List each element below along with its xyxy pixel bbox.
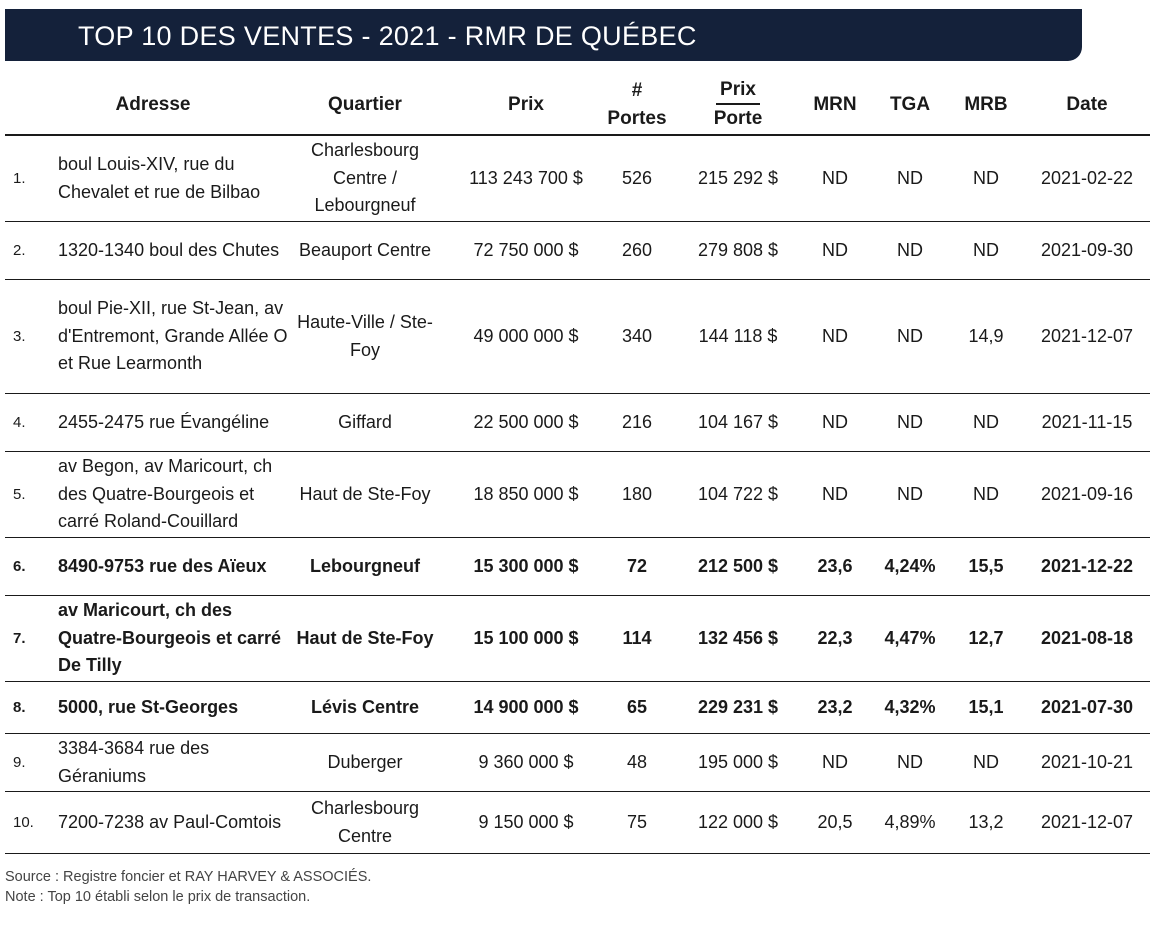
tga-cell-text: 4,24% xyxy=(884,555,936,576)
address-cell xyxy=(58,596,298,681)
date-cell xyxy=(1027,792,1147,853)
mrn-cell-text: 22,3 xyxy=(817,627,853,648)
prix-porte-cell-text: 104 167 $ xyxy=(697,411,779,432)
portes-cell-text: 340 xyxy=(621,325,653,346)
row-number-text: 3. xyxy=(13,327,26,345)
date-cell xyxy=(1027,222,1147,279)
prix-porte-cell xyxy=(673,734,803,791)
mrb-cell xyxy=(951,280,1021,393)
portes-cell-text: 75 xyxy=(626,811,648,832)
row-number xyxy=(5,394,50,451)
address-cell xyxy=(58,394,298,451)
quartier-cell-text: Charlesbourg Centre / Lebourgneuf xyxy=(310,140,420,216)
prix-porte-cell-text: 279 808 $ xyxy=(697,239,779,260)
mrb-cell-text: ND xyxy=(973,751,999,772)
address-cell-text: boul Louis-XIV, rue du Chevalet et rue de Bilbao xyxy=(58,154,261,202)
date-cell xyxy=(1027,136,1147,221)
header-portes xyxy=(607,75,667,134)
mrb-cell xyxy=(951,682,1021,733)
mrn-cell xyxy=(800,792,870,853)
mrb-cell-text: 12,7 xyxy=(968,627,1004,648)
quartier-cell-text: Haut de Ste-Foy xyxy=(296,627,434,648)
prix-porte-cell xyxy=(673,538,803,595)
date-cell xyxy=(1027,538,1147,595)
header-prix-porte-top: Prix xyxy=(716,77,760,105)
row-number xyxy=(5,136,50,221)
row-number xyxy=(5,538,50,595)
quartier-cell-text: Duberger xyxy=(327,751,403,772)
tga-cell-text: 4,89% xyxy=(884,811,936,832)
mrn-cell-text: ND xyxy=(822,483,848,504)
portes-cell xyxy=(607,452,667,537)
quartier-cell xyxy=(295,394,435,451)
mrb-cell xyxy=(951,452,1021,537)
header-prix: Prix xyxy=(508,93,544,115)
row-number-text: 4. xyxy=(13,413,26,431)
address-cell-text: av Begon, av Maricourt, ch des Quatre-Bourgeois et carré Roland-Couillard xyxy=(58,456,273,532)
address-cell xyxy=(58,222,298,279)
mrb-cell-text: ND xyxy=(973,239,999,260)
tga-cell xyxy=(875,596,945,681)
portes-cell xyxy=(607,394,667,451)
tga-cell-text: ND xyxy=(897,239,923,260)
mrb-cell xyxy=(951,792,1021,853)
prix-cell-text: 72 750 000 $ xyxy=(473,239,579,260)
prix-cell-text: 14 900 000 $ xyxy=(473,696,579,717)
quartier-cell xyxy=(295,682,435,733)
portes-cell xyxy=(607,222,667,279)
prix-cell xyxy=(440,280,612,393)
date-cell xyxy=(1027,682,1147,733)
prix-cell xyxy=(440,394,612,451)
header-prix-porte-bottom: Porte xyxy=(713,107,763,129)
top10-note: Note : Top 10 établi selon le prix de transaction. xyxy=(5,889,311,905)
prix-porte-cell xyxy=(673,136,803,221)
header-tga: TGA xyxy=(889,93,931,115)
quartier-cell-text: Haut de Ste-Foy xyxy=(299,483,431,504)
mrb-cell-text: 14,9 xyxy=(968,325,1004,346)
address-cell xyxy=(58,734,298,791)
address-cell-text: 8490-9753 rue des Aïeux xyxy=(58,555,267,576)
table-row xyxy=(5,222,1150,280)
prix-cell xyxy=(440,222,612,279)
quartier-cell xyxy=(295,280,435,393)
quartier-cell-text: Giffard xyxy=(338,411,392,432)
header-quartier: Quartier xyxy=(328,93,402,115)
mrn-cell-text: ND xyxy=(822,751,848,772)
portes-cell-text: 216 xyxy=(621,411,653,432)
header-adresse: Adresse xyxy=(115,93,191,115)
prix-porte-cell xyxy=(673,280,803,393)
source-note: Source : Registre foncier et RAY HARVEY & ASSOCIÉS. xyxy=(5,869,372,885)
prix-cell xyxy=(440,682,612,733)
tga-cell-text: 4,32% xyxy=(884,696,936,717)
header-mrn: MRN xyxy=(813,93,857,115)
address-cell-text: 5000, rue St-Georges xyxy=(58,696,239,717)
portes-cell xyxy=(607,136,667,221)
table-row xyxy=(5,734,1150,792)
prix-porte-cell-text: 104 722 $ xyxy=(697,483,779,504)
prix-cell xyxy=(440,734,612,791)
tga-cell xyxy=(875,136,945,221)
mrn-cell xyxy=(800,596,870,681)
portes-cell-text: 260 xyxy=(621,239,653,260)
quartier-cell xyxy=(295,734,435,791)
header-portes-label: Portes xyxy=(607,107,667,129)
address-cell xyxy=(58,682,298,733)
mrb-cell-text: 13,2 xyxy=(968,811,1004,832)
row-number-text: 8. xyxy=(13,698,26,716)
mrb-cell-text: ND xyxy=(973,167,999,188)
tga-cell-text: ND xyxy=(897,167,923,188)
tga-cell-text: ND xyxy=(897,483,923,504)
tga-cell-text: ND xyxy=(897,325,923,346)
table-row xyxy=(5,792,1150,854)
portes-cell-text: 72 xyxy=(626,555,648,576)
tga-cell xyxy=(875,734,945,791)
mrn-cell xyxy=(800,734,870,791)
row-number-text: 6. xyxy=(13,557,26,575)
portes-cell xyxy=(607,682,667,733)
prix-cell xyxy=(440,136,612,221)
table-row xyxy=(5,596,1150,682)
row-number xyxy=(5,222,50,279)
row-number-text: 1. xyxy=(13,169,26,187)
row-number xyxy=(5,280,50,393)
prix-porte-cell-text: 132 456 $ xyxy=(697,627,779,648)
quartier-cell xyxy=(295,222,435,279)
quartier-cell xyxy=(295,136,435,221)
page-title: TOP 10 DES VENTES - 2021 - RMR DE QUÉBEC xyxy=(78,21,697,51)
prix-porte-cell xyxy=(673,394,803,451)
table-row xyxy=(5,682,1150,734)
mrb-cell-text: 15,1 xyxy=(968,696,1004,717)
portes-cell-text: 48 xyxy=(626,751,648,772)
row-number-text: 7. xyxy=(13,629,26,647)
row-number-text: 9. xyxy=(13,753,26,771)
table-row xyxy=(5,538,1150,596)
portes-cell xyxy=(607,734,667,791)
quartier-cell-text: Charlesbourg Centre xyxy=(310,798,420,846)
tga-cell-text: 4,47% xyxy=(884,627,936,648)
row-number-text: 5. xyxy=(13,485,26,503)
date-cell-text: 2021-10-21 xyxy=(1040,751,1134,772)
row-number-text: 2. xyxy=(13,241,26,259)
date-cell-text: 2021-12-07 xyxy=(1040,811,1134,832)
tga-cell xyxy=(875,280,945,393)
tga-cell xyxy=(875,538,945,595)
mrb-cell-text: 15,5 xyxy=(968,555,1004,576)
title-banner xyxy=(5,9,1082,61)
prix-cell-text: 22 500 000 $ xyxy=(473,411,579,432)
date-cell-text: 2021-09-16 xyxy=(1040,483,1134,504)
prix-cell-text: 9 360 000 $ xyxy=(478,751,574,772)
table-row xyxy=(5,394,1150,452)
prix-porte-cell xyxy=(673,596,803,681)
tga-cell xyxy=(875,394,945,451)
row-number xyxy=(5,734,50,791)
date-cell-text: 2021-07-30 xyxy=(1040,696,1134,717)
portes-cell-text: 180 xyxy=(621,483,653,504)
quartier-cell xyxy=(295,538,435,595)
mrn-cell-text: ND xyxy=(822,239,848,260)
mrb-cell xyxy=(951,734,1021,791)
mrn-cell xyxy=(800,452,870,537)
prix-cell xyxy=(440,452,612,537)
header-date: Date xyxy=(1066,93,1108,115)
date-cell xyxy=(1027,596,1147,681)
tga-cell-text: ND xyxy=(897,411,923,432)
tga-cell-text: ND xyxy=(897,751,923,772)
prix-porte-cell-text: 122 000 $ xyxy=(697,811,779,832)
date-cell xyxy=(1027,394,1147,451)
quartier-cell xyxy=(295,452,435,537)
quartier-cell-text: Lévis Centre xyxy=(310,696,420,717)
prix-cell xyxy=(440,792,612,853)
mrn-cell-text: 23,2 xyxy=(817,696,853,717)
date-cell-text: 2021-08-18 xyxy=(1040,627,1134,648)
header-mrb: MRB xyxy=(964,93,1008,115)
prix-porte-cell-text: 144 118 $ xyxy=(698,325,778,346)
quartier-cell-text: Lebourgneuf xyxy=(310,555,420,576)
tga-cell xyxy=(875,452,945,537)
date-cell-text: 2021-02-22 xyxy=(1040,167,1134,188)
mrn-cell xyxy=(800,682,870,733)
table-row xyxy=(5,280,1150,394)
date-cell xyxy=(1027,452,1147,537)
mrb-cell xyxy=(951,394,1021,451)
header-prix-porte xyxy=(673,75,803,134)
mrb-cell-text: ND xyxy=(973,483,999,504)
mrn-cell-text: 20,5 xyxy=(817,811,853,832)
prix-cell-text: 9 150 000 $ xyxy=(478,811,574,832)
address-cell-text: av Maricourt, ch des Quatre-Bourgeois et carré De Tilly xyxy=(58,600,282,676)
prix-porte-cell xyxy=(673,452,803,537)
address-cell xyxy=(58,280,298,393)
address-cell-text: 3384-3684 rue des Géraniums xyxy=(58,738,210,786)
prix-porte-cell-text: 195 000 $ xyxy=(697,751,779,772)
mrn-cell-text: ND xyxy=(822,167,848,188)
address-cell-text: boul Pie-XII, rue St-Jean, av d'Entremont, Grande Allée O et Rue Learmonth xyxy=(58,298,288,374)
mrb-cell-text: ND xyxy=(973,411,999,432)
table-header xyxy=(5,75,1150,136)
mrb-cell xyxy=(951,538,1021,595)
address-cell-text: 7200-7238 av Paul-Comtois xyxy=(58,811,282,832)
address-cell xyxy=(58,452,298,537)
portes-cell-text: 65 xyxy=(626,696,648,717)
mrb-cell xyxy=(951,596,1021,681)
row-number xyxy=(5,682,50,733)
date-cell-text: 2021-12-07 xyxy=(1040,325,1134,346)
prix-porte-cell xyxy=(673,222,803,279)
address-cell-text: 1320-1340 boul des Chutes xyxy=(58,239,280,260)
quartier-cell-text: Beauport Centre xyxy=(298,239,432,260)
mrn-cell-text: 23,6 xyxy=(817,555,853,576)
row-number xyxy=(5,596,50,681)
mrb-cell xyxy=(951,136,1021,221)
date-cell-text: 2021-12-22 xyxy=(1040,555,1134,576)
address-cell-text: 2455-2475 rue Évangéline xyxy=(58,411,270,432)
address-cell xyxy=(58,792,298,853)
prix-cell-text: 15 100 000 $ xyxy=(473,627,579,648)
tga-cell xyxy=(875,682,945,733)
portes-cell-text: 114 xyxy=(622,627,652,648)
prix-cell-text: 113 243 700 $ xyxy=(469,167,583,188)
row-number xyxy=(5,792,50,853)
quartier-cell xyxy=(295,792,435,853)
footnotes xyxy=(5,867,371,907)
table-body xyxy=(5,136,1150,854)
prix-porte-cell-text: 215 292 $ xyxy=(697,167,779,188)
table-row xyxy=(5,136,1150,222)
quartier-cell xyxy=(295,596,435,681)
mrn-cell xyxy=(800,222,870,279)
prix-porte-cell-text: 212 500 $ xyxy=(697,555,779,576)
prix-porte-cell xyxy=(673,682,803,733)
tga-cell xyxy=(875,222,945,279)
row-number-text: 10. xyxy=(13,813,34,831)
prix-cell xyxy=(440,596,612,681)
mrn-cell xyxy=(800,394,870,451)
prix-cell xyxy=(440,538,612,595)
mrb-cell xyxy=(951,222,1021,279)
prix-cell-text: 49 000 000 $ xyxy=(473,325,579,346)
date-cell-text: 2021-11-15 xyxy=(1041,411,1133,432)
prix-porte-cell xyxy=(673,792,803,853)
tga-cell xyxy=(875,792,945,853)
portes-cell xyxy=(607,280,667,393)
mrn-cell-text: ND xyxy=(822,411,848,432)
header-portes-symbol: # xyxy=(631,79,643,101)
date-cell xyxy=(1027,734,1147,791)
prix-cell-text: 18 850 000 $ xyxy=(473,483,579,504)
quartier-cell-text: Haute-Ville / Ste-Foy xyxy=(297,312,433,360)
portes-cell xyxy=(607,792,667,853)
address-cell xyxy=(58,538,298,595)
date-cell-text: 2021-09-30 xyxy=(1040,239,1134,260)
prix-porte-cell-text: 229 231 $ xyxy=(697,696,779,717)
prix-cell-text: 15 300 000 $ xyxy=(473,555,579,576)
mrn-cell xyxy=(800,136,870,221)
sales-table xyxy=(5,75,1150,854)
portes-cell xyxy=(607,596,667,681)
address-cell xyxy=(58,136,298,221)
date-cell xyxy=(1027,280,1147,393)
mrn-cell xyxy=(800,280,870,393)
row-number xyxy=(5,452,50,537)
table-row xyxy=(5,452,1150,538)
mrn-cell xyxy=(800,538,870,595)
portes-cell-text: 526 xyxy=(621,167,653,188)
portes-cell xyxy=(607,538,667,595)
mrn-cell-text: ND xyxy=(822,325,848,346)
